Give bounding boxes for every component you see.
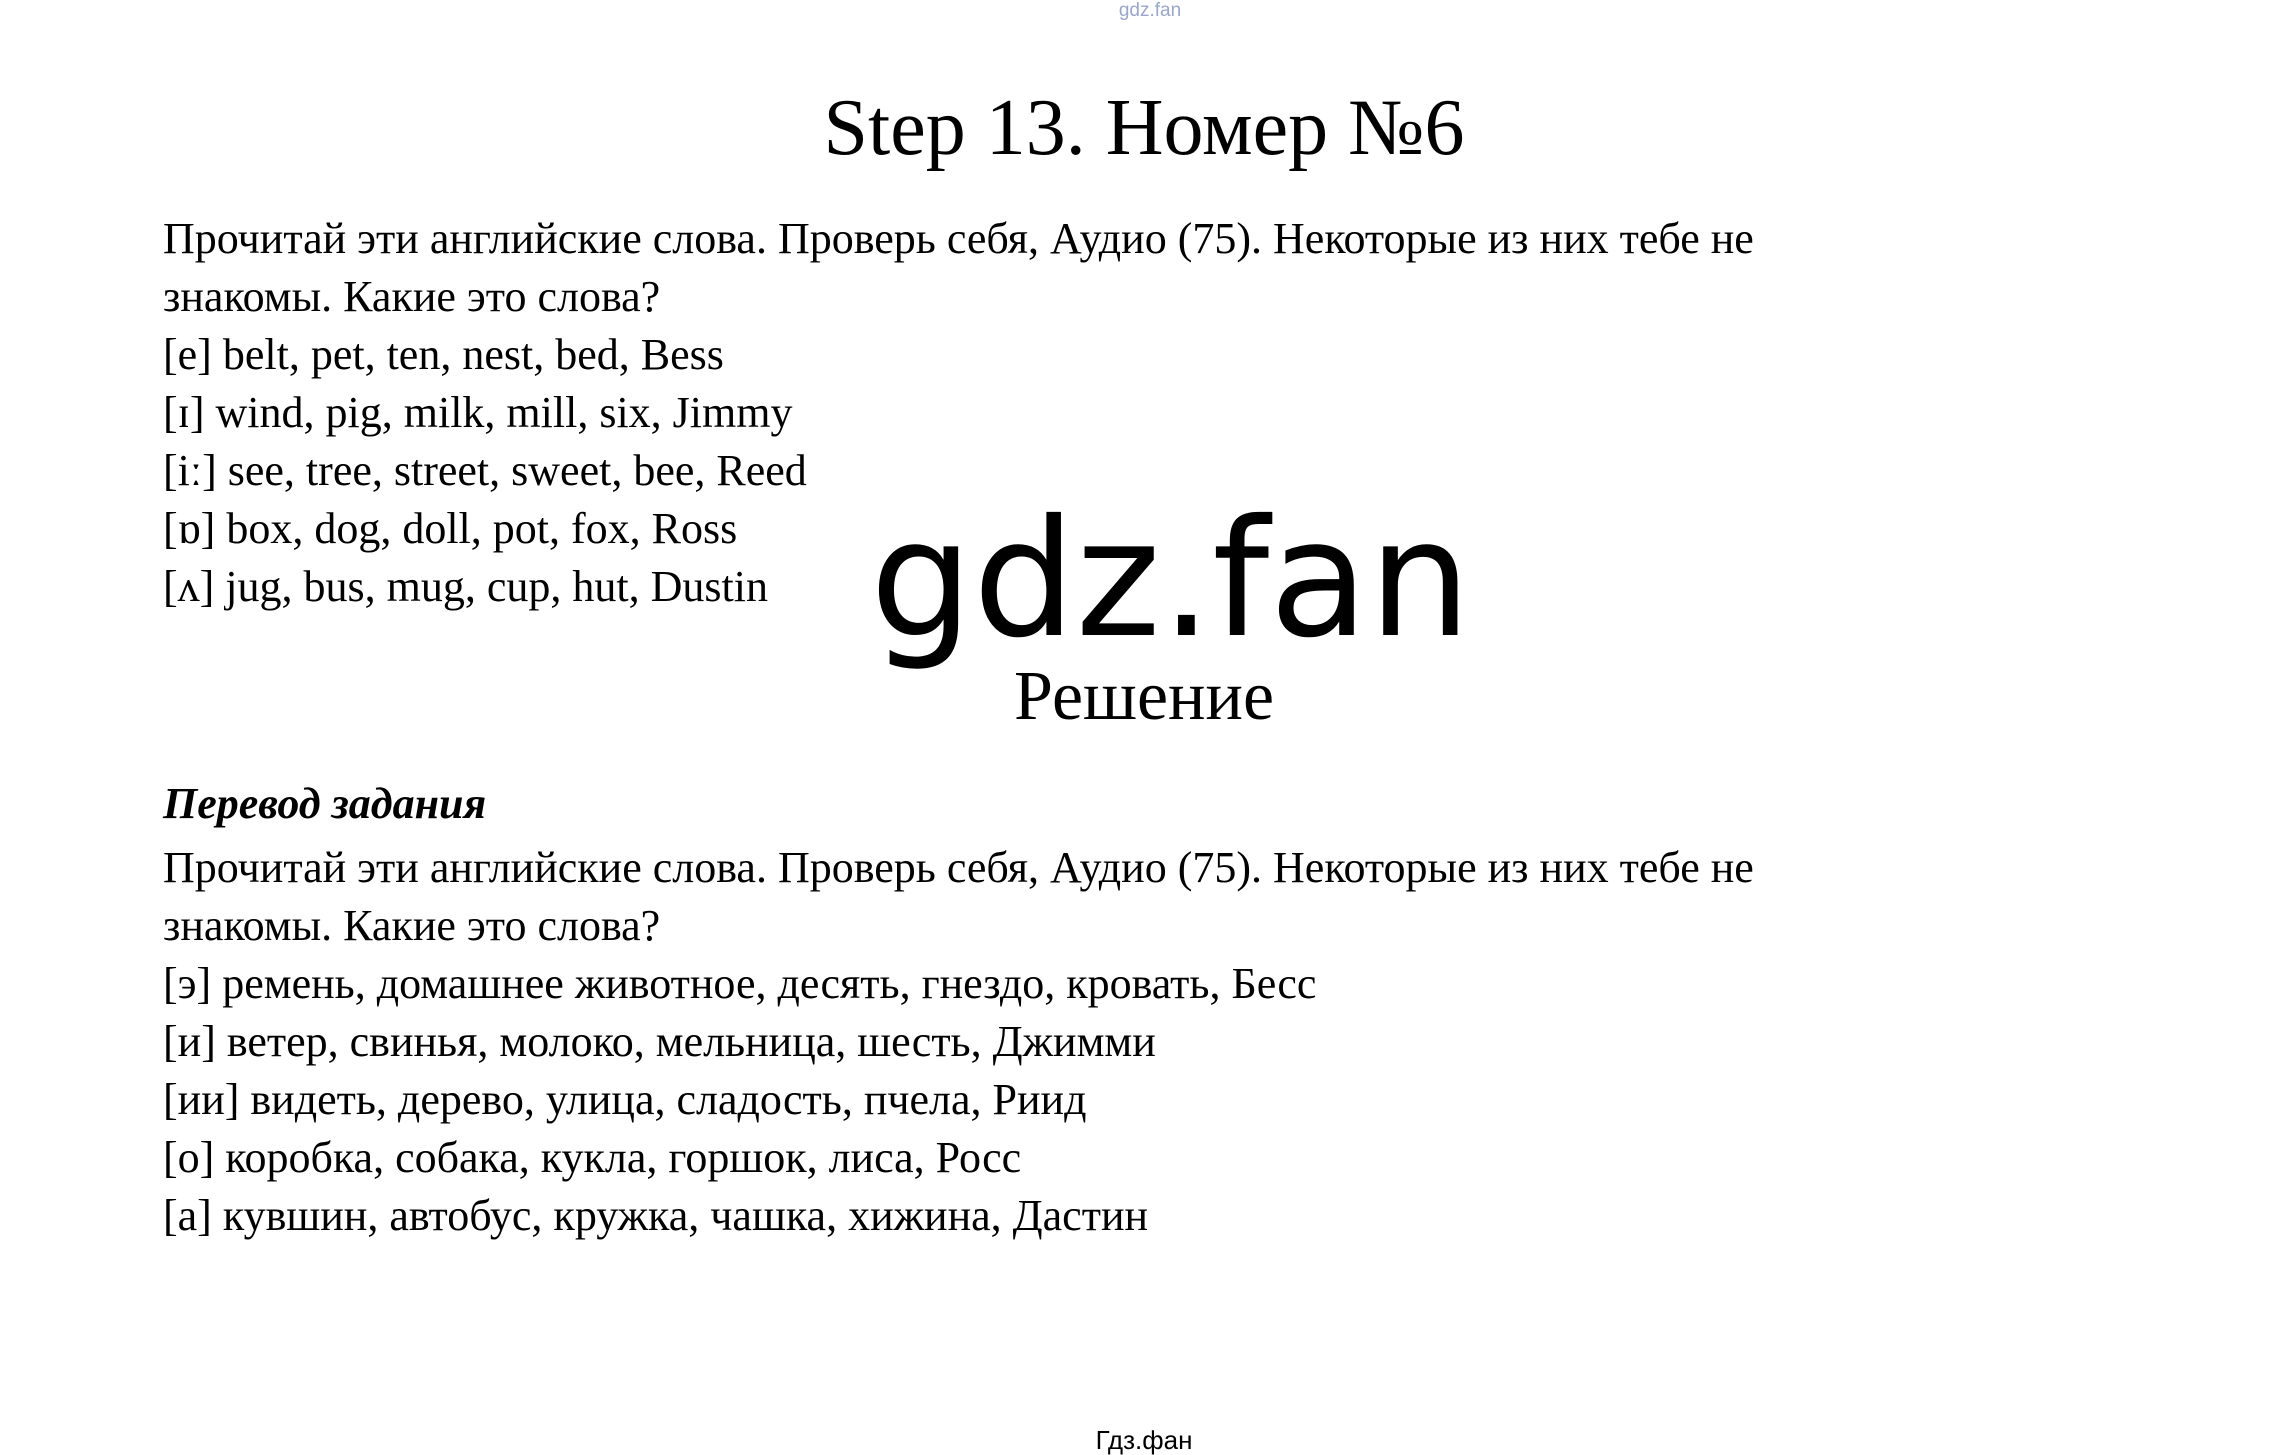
- task-row-i-long: [iː] see, tree, street, sweet, bee, Reed: [163, 446, 807, 495]
- bottom-watermark: Гдз.фан: [1095, 1425, 1193, 1455]
- translation-row-ii: [ии] видеть, дерево, улица, сладость, пчела, Риид: [163, 1075, 1087, 1124]
- translation-block: [163, 839, 2163, 1245]
- translation-row-e: [э] ремень, домашнее животное, десять, гнездо, кровать, Бесс: [163, 959, 1317, 1008]
- task-row-i-short: [ɪ] wind, pig, milk, mill, six, Jimmy: [163, 388, 793, 437]
- translation-row-a: [а] кувшин, автобус, кружка, чашка, хижина, Дастин: [163, 1191, 1149, 1240]
- translation-instruction-line-1: Прочитай эти английские слова. Проверь себя, Аудио (75). Некоторые из них тебе не: [163, 843, 1754, 892]
- task-row-o: [ɒ] box, dog, doll, pot, fox, Ross: [163, 504, 738, 553]
- translation-row-i: [и] ветер, свинья, молоко, мельница, шесть, Джимми: [163, 1017, 1156, 1066]
- task-instruction-line-2: знакомы. Какие это слова?: [163, 272, 661, 321]
- task-instruction-line-1: Прочитай эти английские слова. Проверь себя, Аудио (75). Некоторые из них тебе не: [163, 214, 1754, 263]
- translation-instruction-line-2: знакомы. Какие это слова?: [163, 901, 661, 950]
- translation-row-o: [о] коробка, собака, кукла, горшок, лиса, Росс: [163, 1133, 1022, 1182]
- task-row-e: [e] belt, pet, ten, nest, bed, Bess: [163, 330, 724, 379]
- page-title: Step 13. Номер №6: [823, 84, 1465, 172]
- center-watermark: gdz.fan: [870, 486, 1472, 674]
- solution-heading: [0, 655, 2288, 739]
- top-watermark: gdz.fan: [1118, 0, 1182, 21]
- solution-heading-text: Решение: [1013, 658, 1275, 735]
- task-row-a: [ʌ] jug, bus, mug, cup, hut, Dustin: [163, 562, 768, 611]
- translation-heading: Перевод задания: [163, 779, 487, 828]
